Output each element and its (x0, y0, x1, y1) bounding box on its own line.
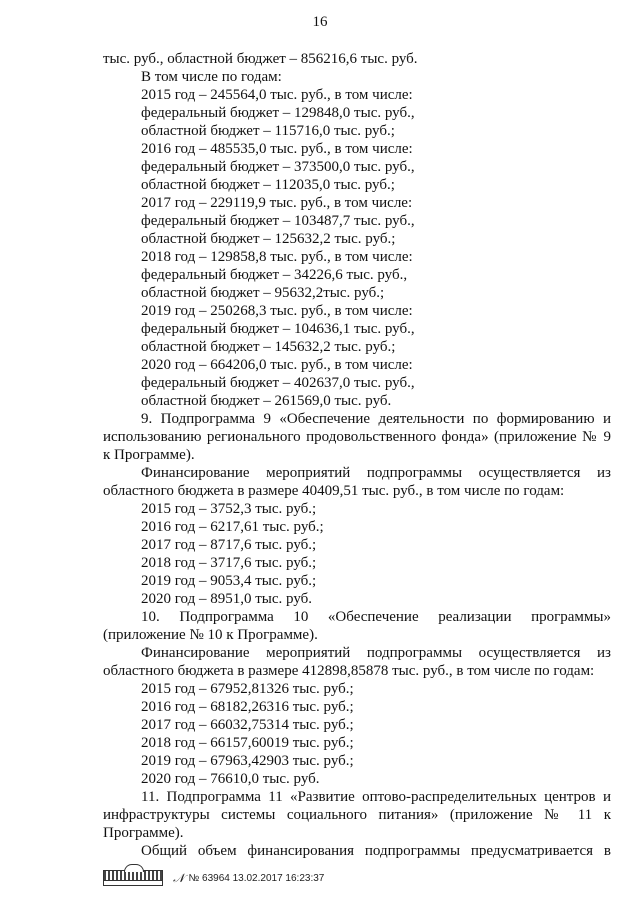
text-line: 9. Подпрограмма 9 «Обеспечение деятельности по формированию и (141, 411, 611, 427)
document-footer (103, 868, 330, 888)
text-line: 2016 год – 68182,26316 тыс. руб.; (141, 699, 354, 715)
government-building-icon (103, 870, 163, 886)
text-line: 2020 год – 8951,0 тыс. руб. (141, 591, 313, 607)
text-line: 2019 год – 67963,42903 тыс. руб.; (141, 753, 354, 769)
text-line: 2017 год – 66032,75314 тыс. руб.; (141, 717, 354, 733)
text-line: областной бюджет – 115716,0 тыс. руб.; (141, 123, 395, 139)
text-line: областной бюджет – 125632,2 тыс. руб.; (141, 231, 396, 247)
text-line: 2020 год – 76610,0 тыс. руб. (141, 771, 320, 787)
text-line: областной бюджет – 112035,0 тыс. руб.; (141, 177, 395, 193)
text-line: 2019 год – 250268,3 тыс. руб., в том числе: (141, 303, 413, 319)
text-line: федеральный бюджет – 402637,0 тыс. руб., (141, 375, 415, 391)
text-line: федеральный бюджет – 104636,1 тыс. руб., (141, 321, 415, 337)
page-number: 16 (312, 14, 328, 30)
text-line: федеральный бюджет – 373500,0 тыс. руб., (141, 159, 415, 175)
text-line: тыс. руб., областной бюджет – 856216,6 тыс. руб. (103, 51, 418, 67)
text-line: Финансирование мероприятий подпрограммы осуществляется из (141, 645, 611, 661)
text-line: 2018 год – 66157,60019 тыс. руб.; (141, 735, 354, 751)
text-line: инфраструктуры системы социального питания» (приложение № 11 к (103, 807, 611, 823)
text-line: областного бюджета в размере 40409,51 тыс. руб., в том числе по годам: (103, 483, 565, 499)
text-line: Общий объем финансирования подпрограммы предусматривается в (141, 843, 611, 859)
text-line: 2019 год – 9053,4 тыс. руб.; (141, 573, 317, 589)
text-line: Финансирование мероприятий подпрограммы осуществляется из (141, 465, 611, 481)
text-line: 2017 год – 8717,6 тыс. руб.; (141, 537, 317, 553)
text-line: 2015 год – 3752,3 тыс. руб.; (141, 501, 317, 517)
text-line: 10. Подпрограмма 10 «Обеспечение реализации программы» (141, 609, 611, 625)
text-line: 2018 год – 129858,8 тыс. руб., в том числе: (141, 249, 413, 265)
text-line: областной бюджет – 261569,0 тыс. руб. (141, 393, 392, 409)
signature-mark-icon: 𝒩 (173, 870, 185, 885)
text-line: 2016 год – 6217,61 тыс. руб.; (141, 519, 324, 535)
text-line: к Программе). (103, 447, 195, 463)
text-line: 2018 год – 3717,6 тыс. руб.; (141, 555, 317, 571)
text-line: 2016 год – 485535,0 тыс. руб., в том числе: (141, 141, 413, 157)
text-line: использованию регионального продовольственного фонда» (приложение № 9 (103, 429, 611, 445)
text-line: Программе). (103, 825, 184, 841)
text-line: 11. Подпрограмма 11 «Развитие оптово-распределительных центров и (141, 789, 611, 805)
text-line: федеральный бюджет – 129848,0 тыс. руб., (141, 105, 415, 121)
text-line: В том числе по годам: (141, 69, 282, 85)
text-line: 2020 год – 664206,0 тыс. руб., в том числе: (141, 357, 413, 373)
text-line: федеральный бюджет – 34226,6 тыс. руб., (141, 267, 408, 283)
text-line: 2015 год – 245564,0 тыс. руб., в том числе: (141, 87, 413, 103)
text-line: областной бюджет – 95632,2тыс. руб.; (141, 285, 385, 301)
text-line: областной бюджет – 145632,2 тыс. руб.; (141, 339, 396, 355)
text-line: 2017 год – 229119,9 тыс. руб., в том числе: (141, 195, 413, 211)
text-line: 2015 год – 67952,81326 тыс. руб.; (141, 681, 354, 697)
text-line: областного бюджета в размере 412898,85878 тыс. руб., в том числе по годам: (103, 663, 595, 679)
registration-stamp: № 63964 13.02.2017 16:23:37 (188, 872, 325, 884)
text-line: (приложение № 10 к Программе). (103, 627, 318, 643)
text-line: федеральный бюджет – 103487,7 тыс. руб., (141, 213, 415, 229)
document-body (103, 50, 611, 860)
